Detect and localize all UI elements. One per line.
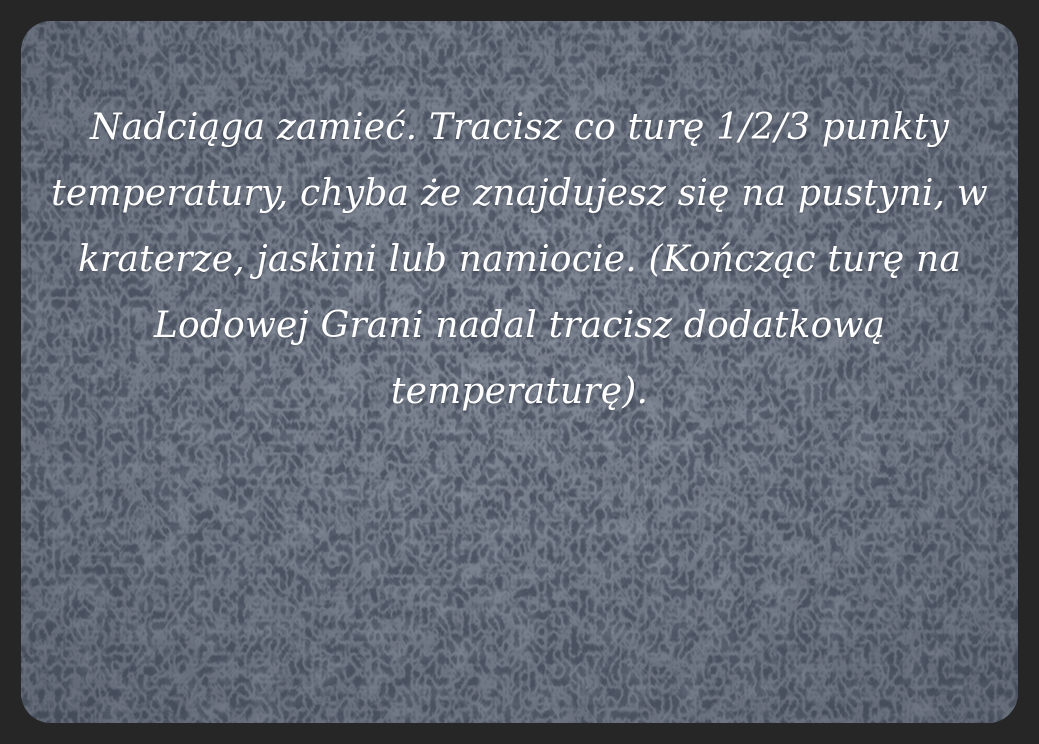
event-card[interactable] [21, 21, 1018, 723]
event-description: Nadciąga zamieć. Tracisz co turę 1/2/3 punkty temperatury, chyba że znajdujesz się na pustyni, w kraterze, jaskini lub namiocie. (Kończąc turę na Lodowej Grani nadal tracisz dodatkową temperaturę). [51, 107, 988, 412]
